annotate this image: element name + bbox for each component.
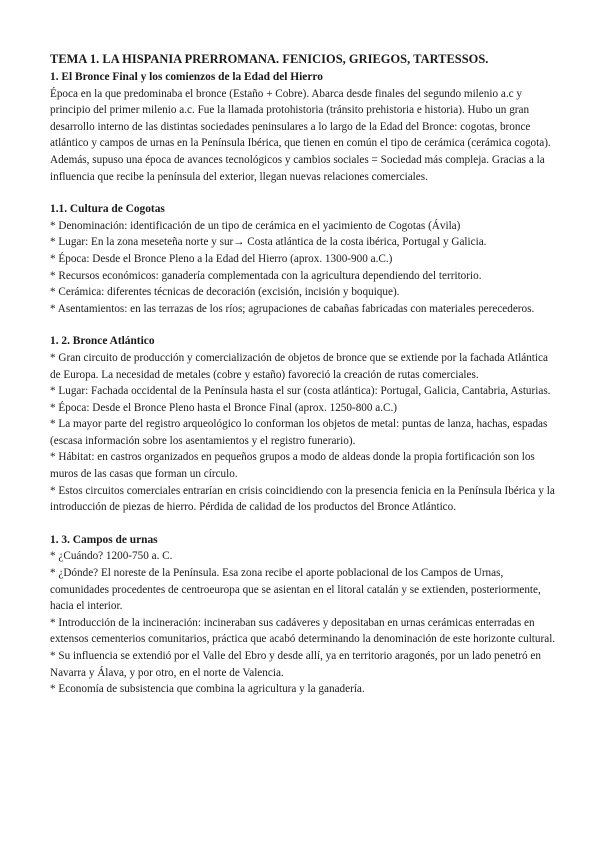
paragraph: Además, supuso una época de avances tecnológicos y cambios sociales = Sociedad más compleja. Gracias a la influencia que recibe la península del exterior, llegan nuevas relaciones comerciales. <box>50 153 545 183</box>
section-campos-urnas <box>50 532 556 698</box>
bullet-list <box>50 548 556 697</box>
bullet-list <box>50 350 556 516</box>
section-heading: 1. El Bronce Final y los comienzos de la Edad del Hierro <box>50 71 323 83</box>
list-item: * Hábitat: en castros organizados en pequeños grupos a modo de aldeas donde la propia fortificación son los muros de las casas que forman un círculo. <box>50 451 535 481</box>
section-cultura-cogotas <box>50 201 556 317</box>
section-heading: 1. 3. Campos de urnas <box>50 533 158 546</box>
list-item: * Su influencia se extendió por el Valle del Ebro y desde allí, ya en territorio aragonés, por un lado penetró en Navarra y Álava, y por otro, en el norte de Valencia. <box>50 650 541 679</box>
list-item: * Asentamientos: en las terrazas de los ríos; agrupaciones de cabañas fabricadas con materiales perecederos. <box>50 302 535 315</box>
document-title: TEMA 1. LA HISPANIA PRERROMANA. FENICIOS, GRIEGOS, TARTESSOS. <box>50 52 489 66</box>
list-item: * Época: Desde el Bronce Pleno hasta el Bronce Final (aprox. 1250-800 a.C.) <box>50 401 398 414</box>
list-item: * Estos circuitos comerciales entrarían en crisis coincidiendo con la presencia fenicia en la Península Ibérica y la introducción de piezas de hierro. Pérdida de calidad de los productos del Bronce Atlántico. <box>50 484 555 514</box>
list-item: * ¿Dónde? El noreste de la Península. Esa zona recibe el aporte poblacional de los Campos de Urnas, comunidades procedentes de centroeuropa que se asientan en el litoral catalán y se extienden, posteriormente, hacia el interior. <box>50 567 541 613</box>
list-item: * Cerámica: diferentes técnicas de decoración (excisión, incisión y boquique). <box>50 286 400 299</box>
list-item: * Lugar: En la zona meseteña norte y sur→ Costa atlántica de la costa ibérica, Portugal y Galicia. <box>50 236 487 249</box>
bullet-list <box>50 218 556 318</box>
paragraph: Época en la que predominaba el bronce (Estaño + Cobre). Abarca desde finales del segundo milenio a.c y principio del primer milenio a.c. Fue la llamada protohistoria (tránsito prehistoria e historia). Hubo un gran desarrollo interno de las distintas sociedades peninsulares a lo largo de la Edad del Bronce: cogotas, bronce atlántico y campos de urnas en la Península Ibérica, que tienen en común el tipo de cerámica (cerámica cogota). <box>50 87 551 150</box>
list-item: * La mayor parte del registro arqueológico lo conforman los objetos de metal: puntas de lanza, hachas, espadas (escasa información sobre los asentamientos y el registro funerario). <box>50 418 548 447</box>
list-item: * Gran circuito de producción y comercialización de objetos de bronce que se extiende por la fachada Atlántica de Europa. La necesidad de metales (cobre y estaño) favoreció la creación de rutas comerciales. <box>50 351 548 381</box>
list-item: * Época: Desde el Bronce Pleno a la Edad del Hierro (aprox. 1300-900 a.C.) <box>50 252 393 265</box>
section-bronce-final <box>50 69 556 185</box>
section-heading: 1.1. Cultura de Cogotas <box>50 203 165 216</box>
list-item: * Lugar: Fachada occidental de la Península hasta el sur (costa atlántica): Portugal, Galicia, Cantabria, Asturias. <box>50 385 551 398</box>
list-item: * Denominación: identificación de un tipo de cerámica en el yacimiento de Cogotas (Ávila) <box>50 219 461 232</box>
list-item: * ¿Cuándo? 1200-750 a. C. <box>50 550 173 563</box>
list-item: * Economía de subsistencia que combina la agricultura y la ganadería. <box>50 683 365 696</box>
section-bronce-atlantico <box>50 333 556 516</box>
list-item: * Recursos económicos: ganadería complementada con la agricultura dependiendo del territorio. <box>50 269 482 282</box>
list-item: * Introducción de la incineración: incineraban sus cadáveres y depositaban en urnas cerámicas enterradas en extensos cementerios comunitarios, práctica que acabó determinando la denominación de este horizonte cultural. <box>50 616 556 646</box>
section-heading: 1. 2. Bronce Atlántico <box>50 335 155 348</box>
